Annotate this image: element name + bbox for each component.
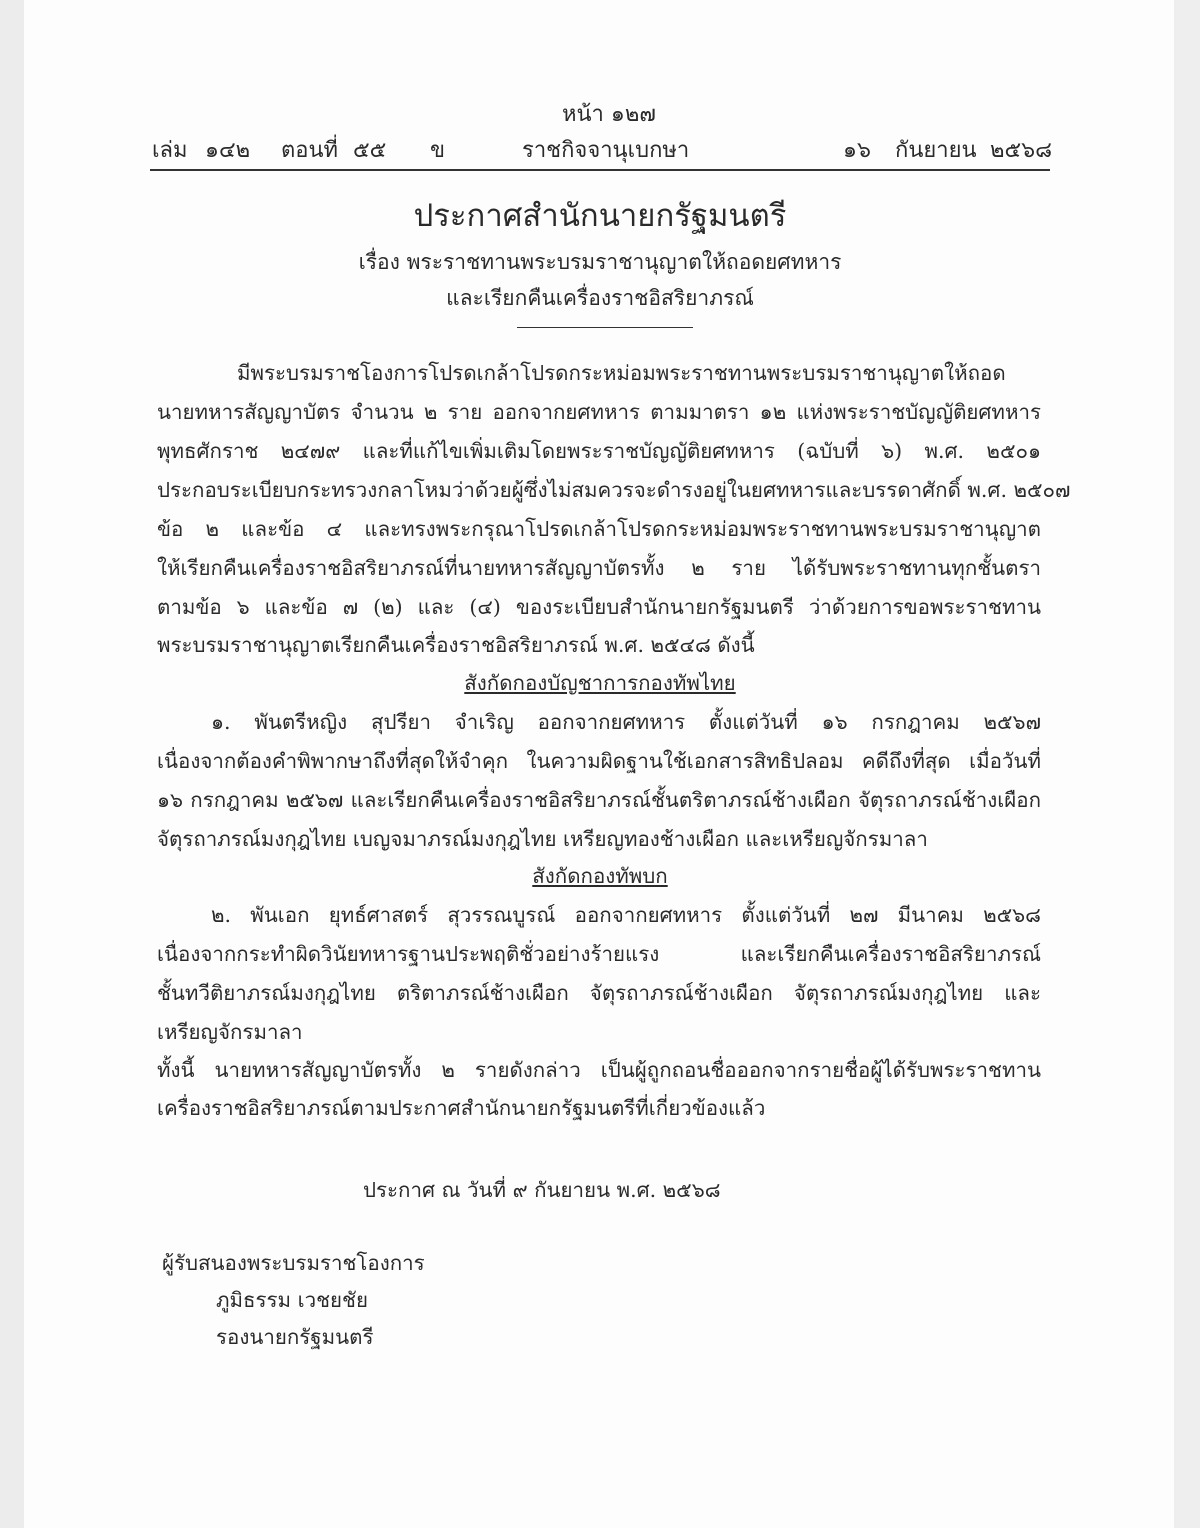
intro-line: ตามข้อ ๖ และข้อ ๗ (๒) และ (๔) ของระเบียบสำนักนายกรัฐมนตรี ว่าด้วยการขอพระราชทาน (157, 595, 1041, 619)
issue-label: ตอนที่ (281, 138, 339, 163)
announcement-title: ประกาศสำนักนายกรัฐมนตรี (413, 198, 787, 234)
intro-line: ให้เรียกคืนเครื่องราชอิสริยาภรณ์ที่นายทหารสัญญาบัตรทั้ง ๒ ราย ได้รับพระราชทานทุกชั้นตรา (157, 556, 1041, 580)
item-line: ๒. พันเอก ยุทธ์ศาสตร์ สุวรรณบูรณ์ ออกจากยศทหาร ตั้งแต่วันที่ ๒๗ มีนาคม ๒๕๖๘ (211, 903, 1041, 927)
unit-heading-armed-forces: สังกัดกองบัญชาการกองทัพไทย (464, 671, 736, 695)
issue-number: ๕๕ (353, 138, 387, 163)
announcement-date: ประกาศ ณ วันที่ ๙ กันยายน พ.ศ. ๒๕๖๘ (363, 1178, 721, 1202)
subject-line-1: เรื่อง พระราชทานพระบรมราชานุญาตให้ถอดยศทหาร (358, 250, 842, 274)
intro-line: พุทธศักราช ๒๔๗๙ และที่แก้ไขเพิ่มเติมโดยพระราชบัญญัติยศทหาร (ฉบับที่ ๖) พ.ศ. ๒๕๐๑ (157, 439, 1041, 463)
volume-label: เล่ม (152, 138, 188, 163)
item-line: เนื่องจากต้องคำพิพากษาถึงที่สุดให้จำคุก ในความผิดฐานใช้เอกสารสิทธิปลอม คดีถึงที่สุด เมื่อวันที่ (157, 749, 1041, 773)
item-line: ๑๖ กรกฎาคม ๒๕๖๗ และเรียกคืนเครื่องราชอิสริยาภรณ์ชั้นตริตาภรณ์ช้างเผือก จัตุรถาภรณ์ช้างเผือก (157, 788, 1041, 812)
intro-line: ประกอบระเบียบกระทรวงกลาโหมว่าด้วยผู้ซึ่งไม่สมควรจะดำรงอยู่ในยศทหารและบรรดาศักดิ์ พ.ศ. ๒๕๐๗ (157, 478, 1071, 502)
signatory-name: ภูมิธรรม เวชยชัย (216, 1288, 368, 1312)
date-year: ๒๕๖๘ (990, 138, 1053, 163)
gazette-name: ราชกิจจานุเบกษา (522, 138, 690, 163)
item-line: เนื่องจากกระทำผิดวินัยทหารฐานประพฤติชั่วอย่างร้ายแรง และเรียกคืนเครื่องราชอิสริยาภรณ์ (157, 942, 1041, 966)
closing-line: ทั้งนี้ นายทหารสัญญาบัตรทั้ง ๒ รายดังกล่าว เป็นผู้ถูกถอนชื่อออกจากรายชื่อผู้ได้รับพระราชทาน (157, 1058, 1041, 1082)
countersign-role: ผู้รับสนองพระบรมราชโองการ (162, 1251, 425, 1275)
intro-line: มีพระบรมราชโองการโปรดเกล้าโปรดกระหม่อมพระราชทานพระบรมราชานุญาตให้ถอด (237, 361, 1006, 385)
page-number: หน้า ๑๒๗ (562, 102, 656, 127)
volume-number: ๑๔๒ (205, 138, 251, 163)
title-divider (517, 327, 693, 328)
item-line: จัตุรถาภรณ์มงกุฎไทย เบญจมาภรณ์มงกุฎไทย เหรียญทองช้างเผือก และเหรียญจักรมาลา (157, 827, 928, 851)
intro-line: พระบรมราชานุญาตเรียกคืนเครื่องราชอิสริยาภรณ์ พ.ศ. ๒๕๔๘ ดังนี้ (157, 633, 755, 657)
signatory-position: รองนายกรัฐมนตรี (216, 1325, 374, 1349)
subject-line-2: และเรียกคืนเครื่องราชอิสริยาภรณ์ (446, 286, 754, 310)
section-letter: ข (430, 138, 446, 163)
intro-line: นายทหารสัญญาบัตร จำนวน ๒ ราย ออกจากยศทหาร ตามมาตรา ๑๒ แห่งพระราชบัญญัติยศทหาร (157, 400, 1041, 424)
intro-line: ข้อ ๒ และข้อ ๔ และทรงพระกรุณาโปรดเกล้าโปรดกระหม่อมพระราชทานพระบรมราชานุญาต (157, 517, 1041, 541)
unit-heading-army: สังกัดกองทัพบก (532, 864, 668, 888)
item-line: ๑. พันตรีหญิง สุปรียา จำเริญ ออกจากยศทหาร ตั้งแต่วันที่ ๑๖ กรกฎาคม ๒๕๖๗ (211, 710, 1041, 734)
closing-line: เครื่องราชอิสริยาภรณ์ตามประกาศสำนักนายกรัฐมนตรีที่เกี่ยวข้องแล้ว (157, 1096, 766, 1120)
header-rule (150, 169, 1050, 171)
item-line: เหรียญจักรมาลา (157, 1020, 303, 1044)
item-line: ชั้นทวีติยาภรณ์มงกุฎไทย ตริตาภรณ์ช้างเผือก จัตุรถาภรณ์ช้างเผือก จัตุรถาภรณ์มงกุฎไทย และ (157, 981, 1041, 1005)
date-month: กันยายน (895, 138, 977, 163)
date-day: ๑๖ (843, 138, 871, 163)
